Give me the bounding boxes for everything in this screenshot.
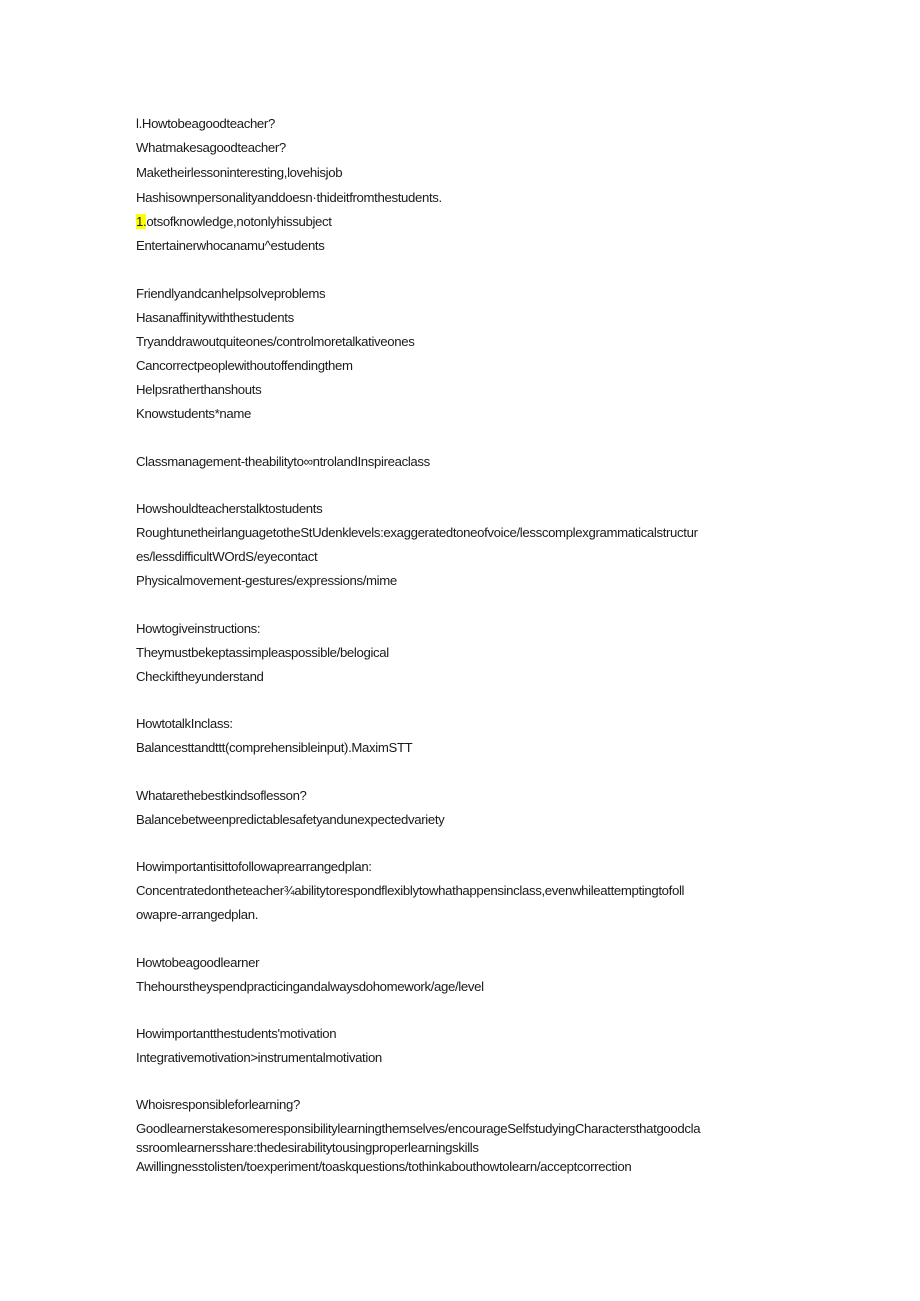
text-line: Helpsratherthanshouts — [136, 382, 262, 397]
text-line: Whatarethebestkindsoflesson? — [136, 788, 307, 803]
text-line: Theymustbekeptassimpleaspossible/belogical — [136, 645, 389, 660]
text-line: Balancesttandttt(comprehensibleinput).MaximSTT — [136, 740, 413, 755]
text-line: Howimportantthestudents'motivation — [136, 1026, 337, 1041]
text-line: RoughtunetheirlanguagetotheStUdenklevels:exaggeratedtoneofvoice/lesscomplexgrammaticalstructur — [136, 525, 698, 540]
text-line: HowtotalkInclass: — [136, 716, 233, 731]
text-line: Hashisownpersonalityanddoesn·thideitfromthestudents. — [136, 190, 442, 205]
text-line: Howtobeagoodlearner — [136, 955, 260, 970]
text-line: Physicalmovement-gestures/expressions/mime — [136, 573, 397, 588]
text-line: Concentratedontheteacher¾abilitytorespondflexiblytowhathappensinclass,evenwhileattemptingtofoll — [136, 883, 685, 898]
highlighted-text: 1. — [136, 214, 147, 229]
text-line: Cancorrectpeoplewithoutoffendingthem — [136, 358, 353, 373]
text-line: Awillingnesstolisten/toexperiment/toaskquestions/tothinkabouthowtolearn/acceptcorrection — [136, 1159, 632, 1174]
text-line — [136, 214, 332, 230]
text-line: Thehourstheyspendpracticingandalwaysdohomework/age/level — [136, 979, 484, 994]
text-line: Tryanddrawoutquiteones/controlmoretalkativeones — [136, 334, 415, 349]
text-line: Maketheirlessoninteresting,lovehisjob — [136, 165, 343, 180]
text-line: Whatmakesagoodteacher? — [136, 140, 286, 155]
text-line: Whoisresponsibleforlearning? — [136, 1097, 300, 1112]
text-line: Classmanagement-theabilityto∞ntrolandInspireaclass — [136, 454, 430, 469]
text-line: Hasanaffinitywiththestudents — [136, 310, 294, 325]
text-line: owapre-arrangedplan. — [136, 907, 259, 922]
text-line: ssroomlearnersshare:thedesirabilitytousingproperlearningskills — [136, 1140, 479, 1155]
text-line: l.Howtobeagoodteacher? — [136, 116, 275, 131]
text-line: Friendlyandcanhelpsolveproblems — [136, 286, 326, 301]
text-line: Howshouldteacherstalktostudents — [136, 501, 323, 516]
text-line: Integrativemotivation>instrumentalmotivation — [136, 1050, 382, 1065]
text-line: Howtogiveinstructions: — [136, 621, 261, 636]
text-line: es/lessdifficultWOrdS/eyecontact — [136, 549, 318, 564]
text-line: Howimportantisittofollowaprearrangedplan: — [136, 859, 372, 874]
text-line: Goodlearnerstakesomeresponsibilitylearningthemselves/encourageSelfstudyingCharactersthatgoodcla — [136, 1121, 701, 1136]
text-line: Entertainerwhocanamu^estudents — [136, 238, 325, 253]
text-line: Knowstudents*name — [136, 406, 252, 421]
text-line: Balancebetweenpredictablesafetyandunexpectedvariety — [136, 812, 445, 827]
text-line-rest: otsofknowledge,notonlyhissubject — [146, 214, 332, 229]
text-line: Checkiftheyunderstand — [136, 669, 264, 684]
